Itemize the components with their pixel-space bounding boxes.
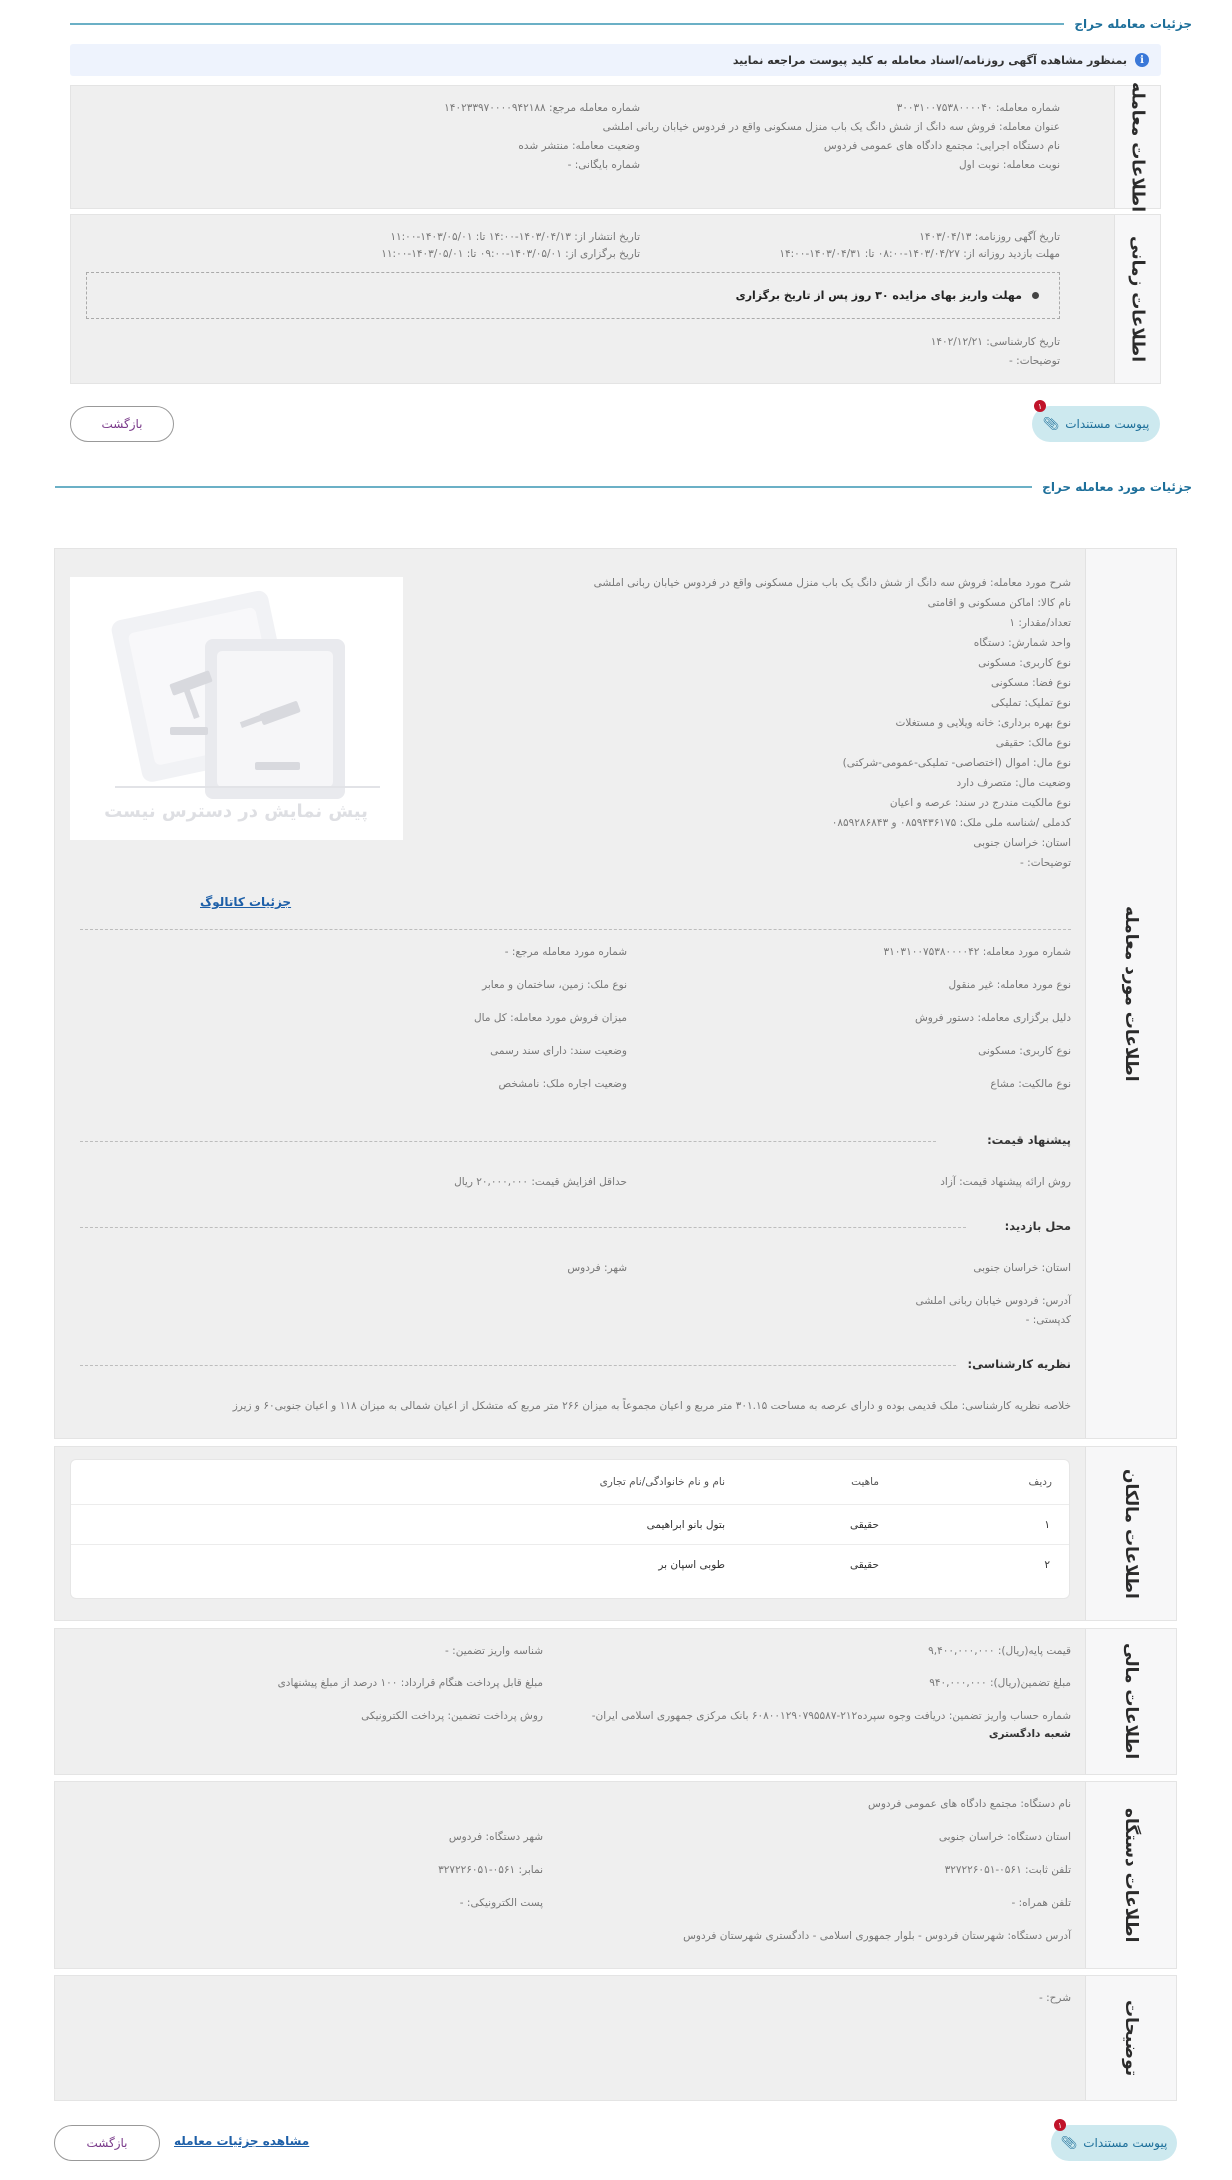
visit-province: استان: خراسان جنوبی — [973, 1262, 1071, 1274]
min-increase: حداقل افزایش قیمت: ۲۰,۰۰۰,۰۰۰ ریال — [454, 1176, 627, 1188]
device-label: اطلاعات دستگاه — [1085, 1782, 1176, 1968]
finance-label: اطلاعات مالی — [1085, 1629, 1176, 1774]
view-deal-details-link[interactable]: مشاهده جزئیات معامله — [174, 2134, 310, 2148]
deal-info-panel — [70, 81, 1161, 213]
sale-amount: میزان فروش مورد معامله: کل مال — [474, 1012, 627, 1024]
visit-postal-code: کدپستی: - — [1025, 1314, 1071, 1326]
owners-panel — [54, 1446, 1177, 1621]
deal-number: شماره معامله: ۳۰۰۳۱۰۰۷۵۳۸۰۰۰۰۴۰ — [896, 102, 1060, 114]
deal-turn: نوبت معامله: نوبت اول — [959, 159, 1060, 171]
item-detail-line: نوع بهره برداری: خانه ویلایی و مستغلات — [895, 717, 1071, 729]
device-city: شهر دستگاه: فردوس — [448, 1831, 543, 1843]
guarantee-amount: مبلغ تضمین(ریال): ۹۴۰,۰۰۰,۰۰۰ — [929, 1677, 1071, 1689]
deal-executor: نام دستگاه اجرایی: مجتمع دادگاه های عمومی فردوس — [823, 140, 1060, 152]
visit-location-heading: محل بازدید: — [1004, 1219, 1071, 1233]
item-detail-line: وضعیت مال: متصرف دارد — [956, 777, 1071, 789]
hold-range: تاریخ برگزاری از: ۱۴۰۳/۰۵/۰۱-۰۹:۰۰ تا: ۱۴۰۳/۰۵/۰۱-۱۱:۰۰ — [381, 248, 640, 260]
item-section-title: جزئیات مورد معامله حراج — [55, 480, 1192, 494]
time-description: توضیحات: - — [1009, 355, 1060, 367]
payment-deadline-callout: مهلت واریز بهای مزایده ۳۰ روز پس از تاریخ برگزاری — [86, 272, 1060, 319]
table-header — [71, 1460, 1069, 1504]
property-type: نوع ملک: زمین، ساختمان و معابر — [482, 979, 627, 991]
usage-type: نوع کاربری: مسکونی — [978, 1045, 1071, 1057]
visit-address: آدرس: فردوس خیابان ربانی املشی — [915, 1295, 1071, 1307]
item-detail-line: کدملی /شناسه ملی ملک: ۰۸۵۹۴۳۶۱۷۵ و ۰۸۵۹۲۸۶۸۴۳ — [831, 817, 1071, 829]
deal-ref-number: شماره معامله مرجع: ۱۴۰۲۳۳۹۷۰۰۰۰۹۴۲۱۸۸ — [444, 102, 640, 114]
item-detail-line: نوع مال: اموال (اختصاصی- تملیکی-عمومی-شرکتی) — [842, 757, 1071, 769]
attachments-button-bottom[interactable]: پیوست مستندات 📎︎ — [1051, 2125, 1177, 2161]
deal-info-label: اطلاعات معامله — [1114, 86, 1160, 208]
device-phone: تلفن ثابت: ۰۵۶۱-۳۲۷۲۲۶۰۵۱ — [944, 1864, 1071, 1876]
paperclip-icon: 📎︎ — [1042, 416, 1060, 432]
bullet-icon — [1032, 292, 1039, 299]
item-detail-line: نوع مالک: حقیقی — [995, 737, 1071, 749]
visit-range: مهلت بازدید روزانه از: ۱۴۰۳/۰۴/۲۷-۰۸:۰۰ تا: ۱۴۰۳/۰۴/۳۱-۱۴:۰۰ — [779, 248, 1060, 260]
back-button-bottom[interactable]: بازگشت — [54, 2125, 160, 2161]
item-detail-line: نوع مالکیت مندرج در سند: عرصه و اعیان — [889, 797, 1071, 809]
table-row: ۲ حقیقی طوبی اسپان بر — [71, 1544, 1069, 1584]
guarantee-account: شماره حساب واریز تضمین: دریافت وجوه سپرده۲۱۲-۶۰۸۰۰۱۲۹۰۷۹۵۵۸۷ بانک مرکزی جمهوری اسلامی ایران- — [591, 1710, 1071, 1722]
item-detail-line: نوع تملیک: تملیکی — [990, 697, 1071, 709]
holding-reason: دلیل برگزاری معامله: دستور فروش — [914, 1012, 1071, 1024]
ownership-type: نوع مالکیت: مشاع — [990, 1078, 1071, 1090]
preview-image-placeholder — [70, 577, 403, 840]
attachments-count-badge: ۱ — [1034, 400, 1046, 412]
item-detail-line: توضیحات: - — [1020, 857, 1071, 869]
expert-date: تاریخ کارشناسی: ۱۴۰۲/۱۲/۲۱ — [930, 336, 1060, 348]
item-number: شماره مورد معامله: ۳۱۰۳۱۰۰۷۵۳۸۰۰۰۰۴۲ — [883, 946, 1071, 958]
owners-table — [70, 1459, 1070, 1599]
attachments-count-badge-bottom: ۱ — [1054, 2119, 1066, 2131]
item-info-panel — [54, 548, 1177, 1439]
item-detail-line: استان: خراسان جنوبی — [973, 837, 1071, 849]
device-fax: نمابر: ۰۵۶۱-۳۲۷۲۲۶۰۵۱ — [438, 1864, 543, 1876]
header-row-number: ردیف — [1028, 1476, 1052, 1488]
divider — [80, 929, 1071, 930]
item-detail-line: تعداد/مقدار: ۱ — [1009, 617, 1071, 629]
header-name: نام و نام خانوادگی/نام تجاری — [599, 1476, 725, 1488]
attachment-notice: i بمنظور مشاهده آگهی روزنامه/اسناد معامله به کلید پیوست مراجعه نمایید — [70, 44, 1161, 76]
device-panel — [54, 1781, 1177, 1969]
item-ref-number: شماره مورد معامله مرجع: - — [504, 946, 627, 958]
device-province: استان دستگاه: خراسان جنوبی — [938, 1831, 1071, 1843]
table-row: ۱ حقیقی بتول بانو ابراهیمی — [71, 1504, 1069, 1544]
price-method: روش ارائه پیشنهاد قیمت: آزاد — [940, 1176, 1071, 1188]
guarantee-pay-method: روش پرداخت تضمین: پرداخت الکترونیکی — [361, 1710, 543, 1722]
guarantee-account-branch: شعبه دادگستری — [988, 1728, 1071, 1740]
item-type: نوع مورد معامله: غیر منقول — [948, 979, 1071, 991]
paperclip-icon: 📎︎ — [1060, 2135, 1078, 2151]
description-label: توضیحات — [1085, 1976, 1176, 2100]
deal-title: عنوان معامله: فروش سه دانگ از شش دانگ یک باب منزل مسکونی واقع در فردوس خیابان ربانی املشی — [602, 121, 1060, 133]
device-mobile: تلفن همراه: - — [1011, 1897, 1071, 1909]
device-address: آدرس دستگاه: شهرستان فردوس - بلوار جمهوری اسلامی - دادگستری شهرستان فردوس — [683, 1930, 1071, 1942]
expert-summary: خلاصه نظریه کارشناسی: ملک قدیمی بوده و دارای عرصه به مساحت ۳۰۱.۱۵ متر مربع و اعیان مجموعاً به میزان ۲۶۶ متر مربع که متشکل از اعیان شمالی به میزان ۱۱۸ و اعیان جنوبی۶۰ و زیرز — [232, 1400, 1071, 1412]
info-icon: i — [1135, 53, 1149, 67]
contract-payable: مبلغ قابل پرداخت هنگام قرارداد: ۱۰۰ درصد از مبلغ پیشنهادی — [277, 1677, 543, 1689]
deposit-id: شناسه واریز تضمین: - — [445, 1645, 543, 1657]
lease-status: وضعیت اجاره ملک: نامشخص — [498, 1078, 627, 1090]
catalog-details-link[interactable]: جزئیات کاتالوگ — [200, 895, 292, 909]
owners-label: اطلاعات مالکان — [1085, 1447, 1176, 1620]
time-info-label: اطلاعات زمانی — [1114, 215, 1160, 383]
device-email: پست الکترونیکی: - — [459, 1897, 543, 1909]
deed-status: وضعیت سند: دارای سند رسمی — [490, 1045, 627, 1057]
deal-archive: شماره بایگانی: - — [567, 159, 640, 171]
deal-status: وضعیت معامله: منتشر شده — [518, 140, 640, 152]
visit-city: شهر: فردوس — [567, 1262, 627, 1274]
item-info-label: اطلاعات مورد معامله — [1085, 549, 1176, 1438]
time-info-panel — [70, 214, 1161, 384]
preview-unavailable-text: پیش نمایش در دسترس نیست — [104, 801, 368, 822]
attachments-button[interactable]: پیوست مستندات 📎︎ — [1032, 406, 1160, 442]
finance-panel — [54, 1628, 1177, 1775]
item-detail-line: نوع فضا: مسکونی — [990, 677, 1071, 689]
price-offer-heading: پیشنهاد قیمت: — [987, 1133, 1071, 1147]
back-button[interactable]: بازگشت — [70, 406, 174, 442]
item-detail-line: واحد شمارش: دستگاه — [973, 637, 1071, 649]
item-detail-line: شرح مورد معامله: فروش سه دانگ از شش دانگ یک باب منزل مسکونی واقع در فردوس خیابان ربانی املشی — [593, 577, 1071, 589]
item-detail-line: نام کالا: اماکن مسکونی و اقامتی — [927, 597, 1071, 609]
description-panel — [54, 1975, 1177, 2101]
description-text: شرح: - — [1038, 1992, 1071, 2004]
auction-gavel-icon — [70, 577, 403, 840]
device-name: نام دستگاه: مجتمع دادگاه های عمومی فردوس — [868, 1798, 1071, 1810]
newspaper-date: تاریخ آگهی روزنامه: ۱۴۰۳/۰۴/۱۳ — [919, 231, 1060, 243]
publish-range: تاریخ انتشار از: ۱۴۰۳/۰۴/۱۳-۱۴:۰۰ تا: ۱۴۰۳/۰۵/۰۱-۱۱:۰۰ — [390, 231, 640, 243]
item-detail-line: نوع کاربری: مسکونی — [978, 657, 1071, 669]
expert-opinion-heading: نظریه کارشناسی: — [967, 1357, 1071, 1371]
header-nature: ماهیت — [851, 1476, 879, 1488]
deal-section-title: جزئیات معامله حراج — [70, 17, 1192, 31]
base-price: قیمت پایه(ریال): ۹,۴۰۰,۰۰۰,۰۰۰ — [928, 1645, 1071, 1657]
